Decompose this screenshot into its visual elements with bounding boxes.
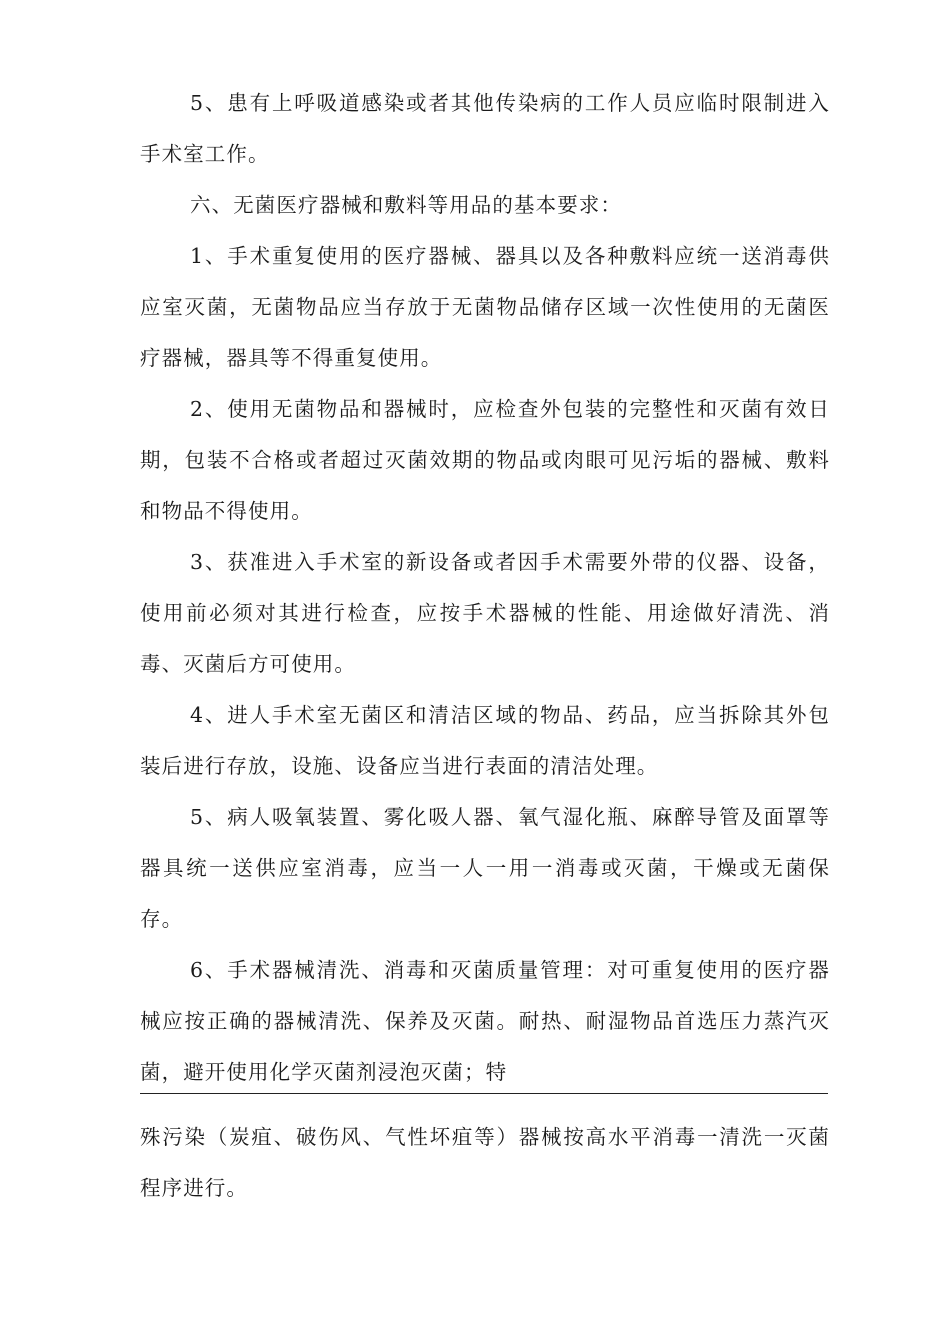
continuation-body [140,1112,830,1214]
paragraph-1-reusable-instruments: 1、手术重复使用的医疗器械、器具以及各种敷料应统一送消毒供应室灭菌，无菌物品应当存放于无菌物品储存区域一次性使用的无菌医疗器械，器具等不得重复使用。 [140,244,830,370]
paragraph-6-continuation: 殊污染（炭疽、破伤风、气性坏疽等）器械按高水平消毒一清洗一灭菌程序进行。 [140,1125,830,1200]
document-body [140,78,830,1098]
paragraph-2-check-packaging: 2、使用无菌物品和器械时，应检查外包装的完整性和灭菌有效日期，包装不合格或者超过灭菌效期的物品或肉眼可见污垢的器械、敷料和物品不得使用。 [140,397,830,523]
page-break-divider [140,1093,828,1094]
paragraph-3-new-equipment: 3、获准进入手术室的新设备或者因手术需要外带的仪器、设备，使用前必须对其进行检查，应按手术器械的性能、用途做好清洗、消毒、灭菌后方可使用。 [140,550,830,676]
section-heading-6: 六、无菌医疗器械和敷料等用品的基本要求： [190,193,622,217]
paragraph-4-remove-packaging: 4、进人手术室无菌区和清洁区域的物品、药品，应当拆除其外包装后进行存放，设施、设备应当进行表面的清洁处理。 [140,703,830,778]
paragraph-5-restrict-staff: 5、患有上呼吸道感染或者其他传染病的工作人员应临时限制进入手术室工作。 [140,91,830,166]
paragraph-5-oxygen-devices: 5、病人吸氧装置、雾化吸人器、氧气湿化瓶、麻醉导管及面罩等器具统一送供应室消毒，应当一人一用一消毒或灭菌，干燥或无菌保存。 [140,805,830,931]
paragraph-6-sterilization-quality: 6、手术器械清洗、消毒和灭菌质量管理：对可重复使用的医疗器械应按正确的器械清洗、保养及灭菌。耐热、耐湿物品首选压力蒸汽灭菌，避开使用化学灭菌剂浸泡灭菌；特 [140,958,830,1084]
